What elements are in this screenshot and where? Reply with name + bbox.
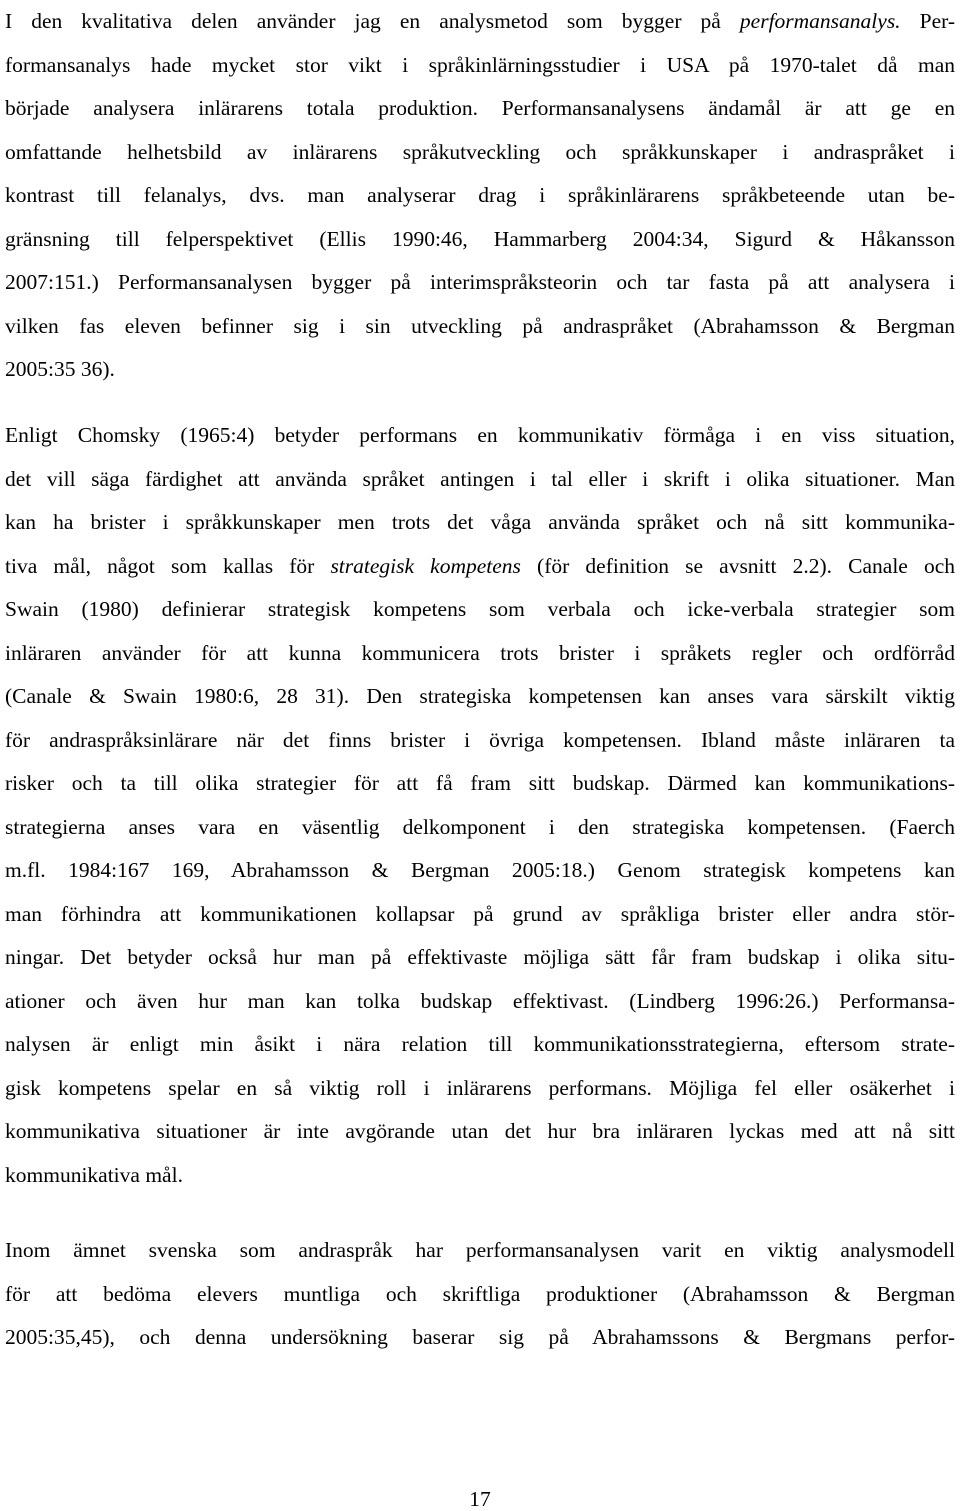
text-line: 2007:151.) Performansanalysen bygger på interimspråksteorin och tar fasta på att analysera i bbox=[5, 270, 955, 294]
text-line: man förhindra att kommunikationen kollapsar på grund av språkliga brister eller andra stör- bbox=[5, 901, 955, 926]
text-line: vilken fas eleven befinner sig i sin utveckling på andraspråket (Abrahamsson & Bergman bbox=[5, 313, 955, 338]
term-performansanalys: performansanalys. bbox=[739, 9, 901, 33]
text-line: det vill säga färdighet att använda språket antingen i tal eller i skrift i olika situationer. Man bbox=[5, 466, 955, 491]
text-line: m.fl. 1984:167 169, Abrahamsson & Bergman 2005:18.) Genom strategisk kompetens kan bbox=[5, 858, 955, 882]
text-line: (Canale & Swain 1980:6, 28 31). Den strategiska kompetensen kan anses vara särskilt viktig bbox=[5, 684, 955, 708]
text-line: kommunikativa situationer är inte avgörande utan det hur bra inläraren lyckas med att nå sitt bbox=[5, 1119, 955, 1143]
paragraph-performance-analysis-method bbox=[5, 0, 955, 392]
text-line: formansanalys hade mycket stor vikt i språkinlärningsstudier i USA på 1970-talet då man bbox=[5, 52, 955, 77]
text-line: I den kvalitativa delen använder jag en analysmetod som bygger på performansanalys. Per- bbox=[5, 9, 956, 33]
text-line: ningar. Det betyder också hur man på effektivaste möjliga sätt får fram budskap i olika situ- bbox=[5, 945, 955, 969]
text-line: strategierna anses vara en väsentlig delkomponent i den strategiska kompetensen. (Faerch bbox=[5, 814, 955, 839]
text-line: kontrast till felanalys, dvs. man analyserar drag i språkinlärarens språkbeteende utan be- bbox=[5, 183, 955, 207]
text-line: Inom ämnet svenska som andraspråk har performansanalysen varit en viktig analysmodell bbox=[5, 1238, 955, 1262]
text-line: 2005:35 36). bbox=[5, 357, 115, 381]
text-line: gisk kompetens spelar en så viktig roll i inlärarens performans. Möjliga fel eller osäkerhet i bbox=[5, 1075, 955, 1100]
text-line: ationer och även hur man kan tolka budskap effektivast. (Lindberg 1996:26.) Performansa- bbox=[5, 988, 955, 1013]
text-line: för andraspråksinlärare när det finns brister i övriga kompetensen. Ibland måste inläraren ta bbox=[5, 727, 955, 752]
text-line: för att bedöma elevers muntliga och skriftliga produktioner (Abrahamsson & Bergman bbox=[5, 1281, 955, 1306]
text-line: inläraren använder för att kunna kommunicera trots brister i språkets regler och ordförråd bbox=[5, 640, 955, 665]
term-strategisk-kompetens: strategisk kompetens bbox=[330, 553, 521, 578]
text-line: risker och ta till olika strategier för att få fram sitt budskap. Därmed kan kommunikations- bbox=[5, 771, 955, 795]
text-line: nalysen är enligt min åsikt i nära relation till kommunikationsstrategierna, eftersom strate- bbox=[5, 1032, 955, 1056]
text-line: kan ha brister i språkkunskaper men trots det våga använda språket och nå sitt kommunika- bbox=[5, 510, 955, 534]
text-line: Enligt Chomsky (1965:4) betyder performans en kommunikativ förmåga i en viss situation, bbox=[5, 423, 955, 447]
text-line: började analysera inlärarens totala produktion. Performansanalysens ändamål är att ge en bbox=[5, 96, 955, 120]
text-line: gränsning till felperspektivet (Ellis 1990:46, Hammarberg 2004:34, Sigurd & Håkansson bbox=[5, 226, 955, 251]
text-line: Swain (1980) definierar strategisk kompetens som verbala och icke-verbala strategier som bbox=[5, 597, 955, 621]
paragraph-strategic-competence bbox=[5, 414, 955, 1197]
page-number: 17 bbox=[469, 1487, 491, 1511]
text-line: omfattande helhetsbild av inlärarens språkutveckling och språkkunskaper i andraspråket i bbox=[5, 139, 955, 164]
paragraph-swedish-second-language bbox=[5, 1229, 955, 1360]
text-line: 2005:35,45), och denna undersökning baserar sig på Abrahamssons & Bergmans perfor- bbox=[5, 1325, 955, 1349]
text-line: kommunikativa mål. bbox=[5, 1162, 183, 1187]
text-line: tiva mål, något som kallas för strategisk kompetens (för definition se avsnitt 2.2). Canale och bbox=[5, 553, 955, 578]
